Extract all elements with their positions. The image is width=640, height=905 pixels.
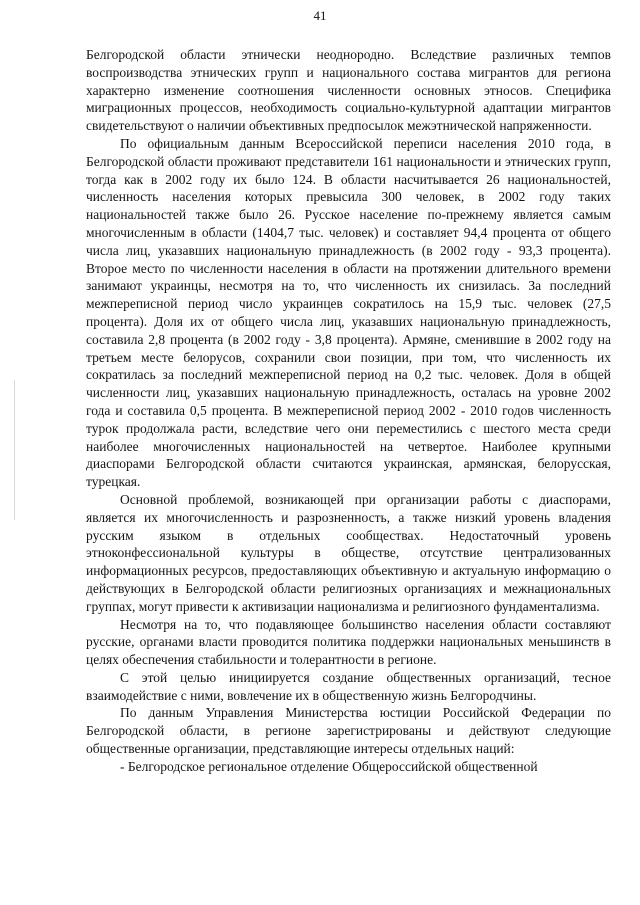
paragraph-ministry-of-justice: По данным Управления Министерства юстиции Российской Федерации по Белгородской области, в регионе зарегистрированы и действуют следующие общественные организации, представляющие интересы отдельных наций: <box>86 705 611 757</box>
paragraph-ethnic-heterogeneity: Белгородской области этнически неоднородно. Вследствие различных темпов воспроизводства этнических групп и национального состава мигрантов для региона характерно изменение соотношения численности основных этносов. Специфика миграционных процессов, необходимость социально-культурной адаптации мигрантов свидетельствуют о наличии объективных предпосылок межэтнической напряженности. <box>86 47 611 134</box>
page-number: 41 <box>313 8 327 23</box>
body-text <box>86 46 611 776</box>
scan-edge-mark <box>14 380 15 520</box>
paragraph-public-organizations: С этой целью инициируется создание общественных организаций, тесное взаимодействие с ними, вовлечение их в общественную жизнь Белгородчины. <box>86 669 611 703</box>
paragraph-census-2010: По официальным данным Всероссийской переписи населения 2010 года, в Белгородской области проживают представители 161 национальности и этнических групп, тогда как в 2002 году их было 124. В области насчитывается 26 национальностей, численность населения которых превысила 300 человек, в 2002 году таких национальностей также было 26. Русское население по-прежнему является самым многочисленным в области (1404,7 тыс. человек) и составляет 94,4 процента от общего числа лиц, указавших национальную принадлежность (в 2002 году - 93,3 процента). Второе место по численности населения в области на протяжении длительного времени занимают украинцы, несмотря на то, что численность их снизилась. За последний межпереписной период число украинцев сократилось на 15,9 тыс. человек (27,5 процента). Доля их от общего числа лиц, указавших национальную принадлежность, составила 2,8 процента (в 2002 году - 3,8 процента). Армяне, сменившие в 2002 году на третьем месте белорусов, сохранили свои позиции, при том, что численность их сократилась за последний межпереписной период на 0,2 тыс. человек. Доля в общей численности лиц, указавших национальную принадлежность, осталась на уровне 2002 года и составила 0,5 процента. В межпереписной период 2002 - 2010 годов численность турок продолжала расти, вследствие чего они переместились с шестого места среди наиболее многочисленных национальностей на четвертое. Наиболее крупными диаспорами Белгородской области считаются украинская, армянская, белорусская, турецкая. <box>86 135 611 490</box>
paragraph-minority-policy: Несмотря на то, что подавляющее большинство населения области составляют русские, органами власти проводится политика поддержки национальных меньшинств в целях обеспечения стабильности и толерантности в регионе. <box>86 616 611 668</box>
list-item-belgorod-branch: - Белгородское региональное отделение Общероссийской общественной <box>120 758 538 774</box>
paragraph-diaspora-problems: Основной проблемой, возникающей при организации работы с диаспорами, является их многочисленность и разрозненность, а также низкий уровень владения русским языком в отдельных сообществах. Недостаточный уровень этноконфессиональной культуры в обществе, отсутствие централизованных информационных ресурсов, предоставляющих объективную и актуальную информацию о действующих в Белгородской области религиозных организациях и межнациональных группах, могут привести к активизации национализма и религиозного фундаментализма. <box>86 491 611 614</box>
